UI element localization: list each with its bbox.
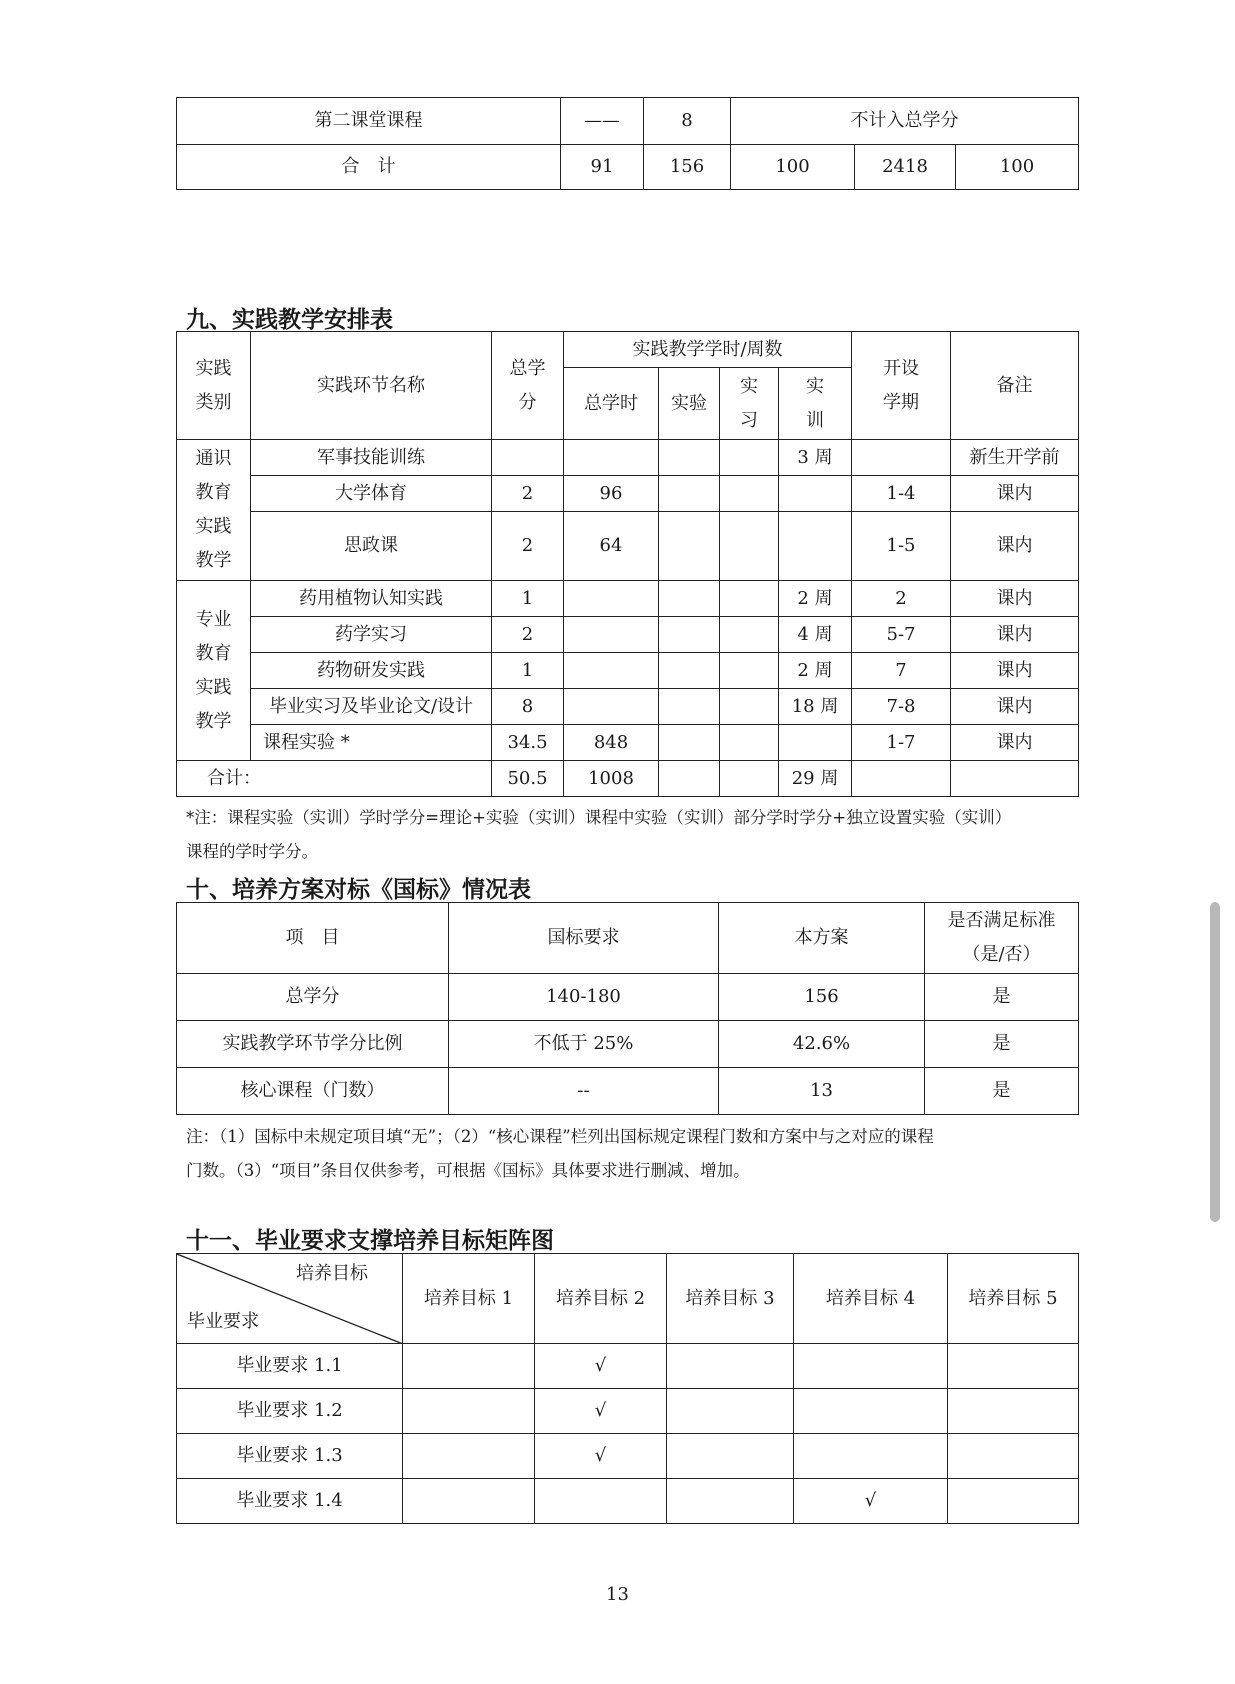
- practice-remark: 课内: [951, 725, 1079, 761]
- table-cell: 100: [956, 145, 1079, 190]
- group-label-line: 教学: [195, 710, 232, 732]
- section-title: 十一、毕业要求支撑培养目标矩阵图: [186, 1228, 554, 1254]
- matrix-cell: [403, 1434, 535, 1479]
- practice-hours: [564, 440, 659, 476]
- section-title: 九、实践教学安排表: [186, 307, 393, 333]
- practice-semester: [852, 440, 951, 476]
- practice-hours: [564, 581, 659, 617]
- header-line: 学期: [883, 391, 920, 413]
- practice-intern: [720, 689, 779, 725]
- practice-note: [186, 801, 1011, 869]
- row-label: 合 计: [177, 145, 561, 190]
- matrix-cell: √: [794, 1479, 948, 1524]
- practice-name: 军事技能训练: [251, 440, 492, 476]
- practice-remark: 课内: [951, 689, 1079, 725]
- matrix-cell: [794, 1434, 948, 1479]
- practice-intern: [720, 653, 779, 689]
- group-label-line: 教育: [195, 482, 232, 503]
- group-label-professional: [177, 581, 251, 761]
- table-cell: 100: [731, 145, 855, 190]
- header-category: [177, 332, 251, 440]
- table-cell: 8: [644, 98, 731, 145]
- header-item: 项 目: [177, 903, 449, 974]
- requirement-label: 毕业要求 1.2: [177, 1389, 403, 1434]
- matrix-cell: [794, 1389, 948, 1434]
- table-row: [177, 1344, 1079, 1389]
- table-standard-comparison: [176, 902, 1079, 1115]
- corner-top-label: 培养目标: [296, 1263, 368, 1284]
- practice-semester: 7-8: [852, 689, 951, 725]
- practice-intern: [720, 440, 779, 476]
- table-header-row: [177, 903, 1079, 974]
- practice-remark: 课内: [951, 617, 1079, 653]
- table-row: [177, 476, 1079, 512]
- goal-header: 培养目标 3: [667, 1254, 794, 1344]
- header-semester: [852, 332, 951, 440]
- table-row: [177, 98, 1079, 145]
- practice-intern: [720, 581, 779, 617]
- table-row: [177, 145, 1079, 190]
- practice-exp: [659, 440, 720, 476]
- table-requirement-matrix: [176, 1253, 1079, 1524]
- header-line: 实: [740, 375, 758, 397]
- practice-credits: 2: [492, 512, 564, 581]
- table-row: [177, 1389, 1079, 1434]
- practice-semester: 1-4: [852, 476, 951, 512]
- plan-value: 13: [719, 1068, 925, 1115]
- table-row: [177, 1479, 1079, 1524]
- table-row: [177, 653, 1079, 689]
- table-row: [177, 1021, 1079, 1068]
- vertical-scrollbar[interactable]: [1210, 902, 1220, 1222]
- header-line: 实: [806, 375, 824, 397]
- practice-intern: [720, 512, 779, 581]
- note-line: 注：（1）国标中未规定项目填“无”；（2）“核心课程”栏列出国标规定课程门数和方案中与之对应的课程: [186, 1127, 934, 1146]
- practice-name: 药物研发实践: [251, 653, 492, 689]
- matrix-cell: [948, 1344, 1079, 1389]
- matrix-cell: [948, 1434, 1079, 1479]
- item-name: 总学分: [177, 974, 449, 1021]
- header-line: 习: [740, 409, 758, 431]
- practice-credits: 8: [492, 689, 564, 725]
- header-experiment: 实验: [659, 368, 720, 440]
- total-label: 合计：: [177, 761, 492, 797]
- practice-hours: [564, 653, 659, 689]
- table-row: [177, 440, 1079, 476]
- header-remark: 备注: [951, 332, 1079, 440]
- matrix-cell: [403, 1479, 535, 1524]
- meets-value: 是: [925, 1068, 1079, 1115]
- header-meets: [925, 903, 1079, 974]
- note-line: 门数。（3）“项目”条目仅供参考，可根据《国标》具体要求进行删减、增加。: [186, 1161, 750, 1180]
- table-row: [177, 1068, 1079, 1115]
- matrix-cell: [403, 1344, 535, 1389]
- matrix-cell: [794, 1344, 948, 1389]
- practice-train: 18 周: [779, 689, 852, 725]
- item-name: 实践教学环节学分比例: [177, 1021, 449, 1068]
- matrix-cell: [667, 1434, 794, 1479]
- plan-value: 42.6%: [719, 1021, 925, 1068]
- total-train: 29 周: [779, 761, 852, 797]
- practice-intern: [720, 476, 779, 512]
- plan-value: 156: [719, 974, 925, 1021]
- practice-semester: 5-7: [852, 617, 951, 653]
- practice-train: 2 周: [779, 653, 852, 689]
- header-line: 实践: [195, 357, 232, 379]
- row-label: 第二课堂课程: [177, 98, 561, 145]
- practice-remark: 课内: [951, 581, 1079, 617]
- practice-remark: 课内: [951, 476, 1079, 512]
- header-line: 是否满足标准: [947, 910, 1056, 931]
- section-title: 十、培养方案对标《国标》情况表: [186, 877, 531, 903]
- table-header-row: [177, 1254, 1079, 1344]
- total-hours: 1008: [564, 761, 659, 797]
- standard-note: [186, 1120, 934, 1188]
- practice-credits: 2: [492, 476, 564, 512]
- practice-credits: 34.5: [492, 725, 564, 761]
- practice-semester: 2: [852, 581, 951, 617]
- practice-hours: 64: [564, 512, 659, 581]
- header-group: 实践教学学时/周数: [564, 332, 852, 368]
- table-cell: [951, 761, 1079, 797]
- matrix-cell: √: [535, 1344, 667, 1389]
- header-line: 训: [806, 409, 824, 431]
- table-row: [177, 1434, 1079, 1479]
- matrix-cell: √: [535, 1434, 667, 1479]
- table-row: [177, 581, 1079, 617]
- matrix-cell: [667, 1389, 794, 1434]
- practice-credits: 2: [492, 617, 564, 653]
- table-practice-schedule: [176, 331, 1079, 797]
- goal-header: 培养目标 2: [535, 1254, 667, 1344]
- page-number: 13: [606, 1584, 629, 1605]
- practice-name: 大学体育: [251, 476, 492, 512]
- standard-value: 不低于 25%: [449, 1021, 719, 1068]
- table-cell: 91: [561, 145, 644, 190]
- table-cell: [659, 761, 720, 797]
- table-row: [177, 617, 1079, 653]
- practice-exp: [659, 689, 720, 725]
- meets-value: 是: [925, 1021, 1079, 1068]
- standard-value: 140-180: [449, 974, 719, 1021]
- group-label-line: 实践: [195, 516, 232, 537]
- practice-intern: [720, 617, 779, 653]
- practice-name: 药用植物认知实践: [251, 581, 492, 617]
- matrix-cell: [535, 1479, 667, 1524]
- header-line: 分: [518, 391, 537, 413]
- practice-exp: [659, 653, 720, 689]
- practice-train: [779, 512, 852, 581]
- note-line: 课程的学时学分。: [186, 842, 318, 861]
- header-credits: [492, 332, 564, 440]
- practice-name: 毕业实习及毕业论文/设计: [251, 689, 492, 725]
- table-row: [177, 974, 1079, 1021]
- practice-credits: 1: [492, 581, 564, 617]
- group-label-line: 通识: [195, 448, 232, 469]
- group-label-line: 实践: [195, 676, 232, 698]
- table-cell: [720, 761, 779, 797]
- table-cell: 2418: [855, 145, 956, 190]
- group-label-line: 专业: [195, 608, 232, 630]
- practice-train: [779, 476, 852, 512]
- practice-credits: 1: [492, 653, 564, 689]
- table-cell: ——: [561, 98, 644, 145]
- header-plan: 本方案: [719, 903, 925, 974]
- header-training: [779, 368, 852, 440]
- practice-remark: 课内: [951, 653, 1079, 689]
- table-row: [177, 725, 1079, 761]
- matrix-corner: [177, 1254, 403, 1344]
- practice-exp: [659, 725, 720, 761]
- corner-bottom-label: 毕业要求: [187, 1310, 259, 1332]
- group-label-line: 教学: [195, 550, 232, 571]
- header-internship: [720, 368, 779, 440]
- matrix-cell: [403, 1389, 535, 1434]
- practice-hours: [564, 617, 659, 653]
- requirement-label: 毕业要求 1.1: [177, 1344, 403, 1389]
- practice-name: 药学实习: [251, 617, 492, 653]
- practice-hours: 848: [564, 725, 659, 761]
- note-line: *注：课程实验（实训）学时学分=理论+实验（实训）课程中实验（实训）部分学时学分+独立设置实验（实训）: [186, 808, 1012, 827]
- matrix-cell: [667, 1479, 794, 1524]
- table-row: [177, 689, 1079, 725]
- practice-exp: [659, 476, 720, 512]
- practice-exp: [659, 617, 720, 653]
- item-name: 核心课程（门数）: [177, 1068, 449, 1115]
- practice-train: [779, 725, 852, 761]
- total-credits: 50.5: [492, 761, 564, 797]
- practice-remark: 新生开学前: [951, 440, 1079, 476]
- practice-intern: [720, 725, 779, 761]
- practice-remark: 课内: [951, 512, 1079, 581]
- practice-name: 课程实验 *: [251, 725, 492, 761]
- practice-train: 3 周: [779, 440, 852, 476]
- practice-exp: [659, 581, 720, 617]
- group-label-general: [177, 440, 251, 581]
- header-line: 开设: [883, 357, 920, 379]
- goal-header: 培养目标 4: [794, 1254, 948, 1344]
- matrix-cell: [667, 1344, 794, 1389]
- practice-semester: 7: [852, 653, 951, 689]
- practice-exp: [659, 512, 720, 581]
- requirement-label: 毕业要求 1.3: [177, 1434, 403, 1479]
- group-label-line: 教育: [195, 642, 232, 664]
- practice-hours: [564, 689, 659, 725]
- practice-name: 思政课: [251, 512, 492, 581]
- goal-header: 培养目标 5: [948, 1254, 1079, 1344]
- practice-hours: 96: [564, 476, 659, 512]
- header-total-hours: 总学时: [564, 368, 659, 440]
- meets-value: 是: [925, 974, 1079, 1021]
- standard-value: --: [449, 1068, 719, 1115]
- matrix-cell: [948, 1479, 1079, 1524]
- table-cell: [852, 761, 951, 797]
- practice-credits: [492, 440, 564, 476]
- practice-train: 4 周: [779, 617, 852, 653]
- matrix-cell: √: [535, 1389, 667, 1434]
- goal-header: 培养目标 1: [403, 1254, 535, 1344]
- matrix-cell: [948, 1389, 1079, 1434]
- header-line: 总学: [509, 357, 546, 379]
- header-name: 实践环节名称: [251, 332, 492, 440]
- practice-semester: 1-7: [852, 725, 951, 761]
- header-line: 类别: [195, 391, 232, 413]
- table-cell: 不计入总学分: [731, 98, 1079, 145]
- table-total-row: [177, 761, 1079, 797]
- table-row: [177, 512, 1079, 581]
- requirement-label: 毕业要求 1.4: [177, 1479, 403, 1524]
- practice-semester: 1-5: [852, 512, 951, 581]
- table-credit-summary: [176, 97, 1079, 190]
- table-cell: 156: [644, 145, 731, 190]
- practice-train: 2 周: [779, 581, 852, 617]
- header-line: （是/否）: [962, 944, 1041, 965]
- table-header-row: [177, 332, 1079, 368]
- header-standard: 国标要求: [449, 903, 719, 974]
